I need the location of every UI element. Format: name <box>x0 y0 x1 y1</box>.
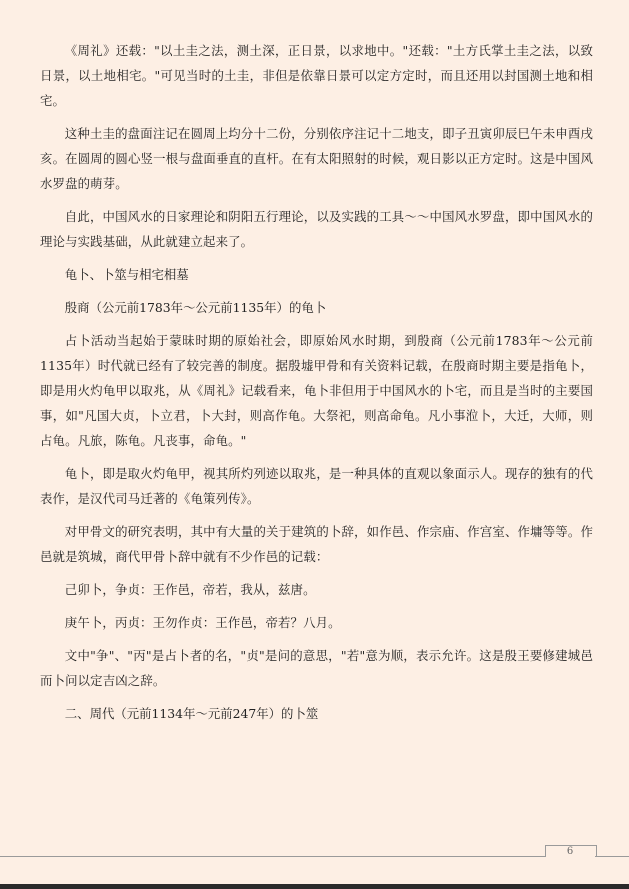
paragraph: 占卜活动当起始于蒙昧时期的原始社会，即原始风水时期，到殷商（公元前1783年～公元前1135年）时代就已经有了较完善的制度。据殷墟甲骨和有关资料记载，在殷商时期主要是指龟卜，即是用火灼龟甲以取兆，从《周礼》记载看来，龟卜非但用于中国风水的卜宅，而且是当时的主要国事，如"凡国大贞，卜立君，卜大封，则高作龟。大祭祀，则高命龟。凡小事涖卜，大迁，大师，则占龟。凡旅，陈龟。凡丧事，命龟。" <box>40 333 593 448</box>
section-heading: 殷商（公元前1783年～公元前1135年）的龟卜 <box>64 300 327 315</box>
paragraph: 这种土圭的盘面注记在圆周上均分十二份，分别依序注记十二地支，即子丑寅卯辰巳午未申酉戌亥。在圆周的圆心竖一根与盘面垂直的直杆。在有太阳照射的时候，观日影以正方定时。这是中国风水罗盘的萌芽。 <box>40 126 593 191</box>
paragraph: 龟卜，即是取火灼龟甲，视其所灼列迹以取兆，是一种具体的直观以象面示人。现存的独有的代表作，是汉代司马迁著的《龟策列传》。 <box>40 466 593 506</box>
document-body <box>40 38 593 734</box>
section-heading: 二、周代（元前1134年～元前247年）的卜筮 <box>64 706 319 721</box>
paragraph: 文中"争"、"丙"是占卜者的名，"贞"是问的意思，"若"意为顺，表示允许。这是殷王要修建城邑而卜问以定吉凶之辞。 <box>40 648 593 688</box>
section-heading: 龟卜、卜筮与相宅相墓 <box>64 267 189 282</box>
footer-divider-right <box>595 856 629 857</box>
window-bottom-edge <box>0 884 629 889</box>
paragraph: 自此，中国风水的日家理论和阴阳五行理论，以及实践的工具～～中国风水罗盘，即中国风水的理论与实践基础，从此就建立起来了。 <box>40 209 593 249</box>
paragraph: 《周礼》还载："以土圭之法，测土深，正日景，以求地中。"还载："土方氏掌土圭之法，以致日景，以土地相宅。"可见当时的土圭，非但是依靠日景可以定方定时，而且还用以封国测土地和相宅。 <box>40 43 593 108</box>
paragraph: 己卯卜，争贞：王作邑，帝若，我从，兹唐。 <box>64 582 316 597</box>
page-number: 6 <box>566 846 574 857</box>
paragraph: 庚午卜，丙贞：王勿作贞：王作邑，帝若？八月。 <box>64 615 341 630</box>
paragraph: 对甲骨文的研究表明，其中有大量的关于建筑的卜辞，如作邑、作宗庙、作宫室、作墉等等。作邑就是筑城，商代甲骨卜辞中就有不少作邑的记载： <box>40 524 593 564</box>
footer-divider <box>0 856 545 857</box>
